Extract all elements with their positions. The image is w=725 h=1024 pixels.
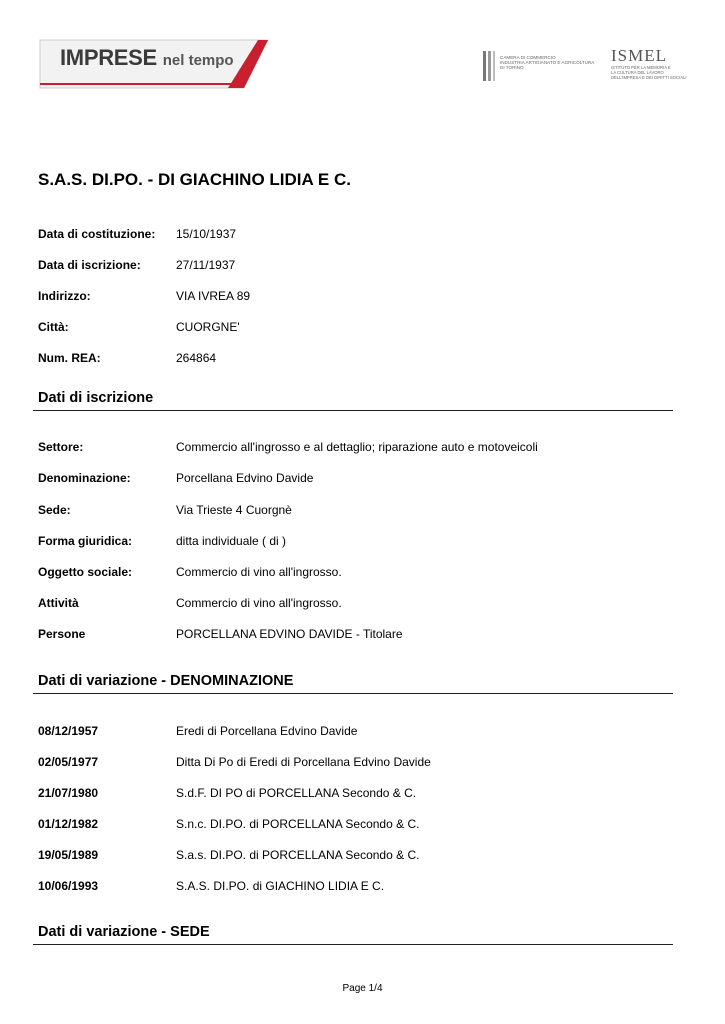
field-label: Forma giuridica: [38,534,133,548]
page-number: Page 1/4 [342,983,383,994]
ismel-logo [611,47,685,87]
field-label: Oggetto sociale: [38,565,133,579]
field-label: Denominazione: [38,471,131,485]
info-label: Città: [38,320,69,334]
variation-name: S.n.c. DI.PO. di PORCELLANA Secondo & C. [176,817,420,831]
chamber-line: DI TORINO [500,65,524,71]
variation-date: 01/12/1982 [38,817,99,831]
info-label: Data di iscrizione: [38,258,141,272]
variation-date: 21/07/1980 [38,786,99,800]
iscrizione-row [38,596,342,610]
variation-name: S.d.F. DI PO di PORCELLANA Secondo & C. [176,786,417,800]
camera-commercio-logo [482,49,602,85]
info-row [38,351,216,365]
info-row [38,227,236,241]
variation-name: Eredi di Porcellana Edvino Davide [176,724,358,738]
variation-date: 02/05/1977 [38,755,99,769]
info-label: Indirizzo: [38,289,91,303]
info-value: VIA IVREA 89 [176,289,251,303]
info-value: 264864 [176,351,217,365]
info-row [38,320,240,334]
info-label: Data di costituzione: [38,227,156,241]
field-value: Commercio all'ingrosso e al dettaglio; riparazione auto e motoveicoli [176,440,538,454]
field-value: Commercio di vino all'ingrosso. [176,565,342,579]
iscrizione-row [38,503,292,517]
ismel-line: ISTITUTO PER LA MEMORIA E [611,65,671,70]
info-row [38,258,235,272]
section-denominazione [33,673,673,694]
denominazione-row [38,879,384,893]
iscrizione-row [38,440,538,454]
info-label: Num. REA: [38,351,101,365]
ismel-subtitle [611,65,685,80]
field-value: Porcellana Edvino Davide [176,471,314,485]
chamber-line: CAMERA DI COMMERCIO [500,55,556,60]
chamber-text [500,55,594,71]
logo-sub-text: nel tempo [162,52,234,69]
field-label: Persone [38,627,86,641]
info-value: 27/11/1937 [176,258,236,272]
variation-date: 08/12/1957 [38,724,99,738]
imprese-nel-tempo-logo [38,38,270,90]
denominazione-row [38,817,419,831]
logo-main-text: IMPRESE [60,45,157,70]
ismel-line: DELL'IMPRESA E DEI DIRITTI SOCIALI [611,75,687,80]
logo-text [60,45,234,71]
field-label: Settore: [38,440,84,454]
chamber-line: INDUSTRIA ARTIGIANATO E AGRICOLTURA [500,60,595,66]
section-iscrizione [33,390,673,411]
variation-name: S.a.s. DI.PO. di PORCELLANA Secondo & C. [176,848,420,862]
field-label: Sede: [38,503,71,517]
variation-name: Ditta Di Po di Eredi di Porcellana Edvino Davide [176,755,431,769]
field-label: Attività [38,596,79,610]
iscrizione-row [38,534,286,548]
section-sede [33,924,673,945]
section-heading: Dati di iscrizione [38,390,154,406]
variation-date: 10/06/1993 [38,879,99,893]
denominazione-row [38,724,357,738]
variation-name: S.A.S. DI.PO. di GIACHINO LIDIA E C. [176,879,385,893]
field-value: ditta individuale ( di ) [176,534,287,548]
section-heading: Dati di variazione - SEDE [38,924,210,940]
denominazione-row [38,848,419,862]
denominazione-row [38,755,431,769]
iscrizione-row [38,471,313,485]
field-value: PORCELLANA EDVINO DAVIDE - Titolare [176,627,403,641]
company-title: S.A.S. DI.PO. - DI GIACHINO LIDIA E C. [38,170,351,189]
field-value: Via Trieste 4 Cuorgnè [176,503,292,517]
variation-date: 19/05/1989 [38,848,99,862]
chamber-emblem-icon [482,49,496,83]
info-value: 15/10/1937 [176,227,237,241]
iscrizione-row [38,565,342,579]
ismel-name: ISMEL [611,46,667,65]
section-heading: Dati di variazione - DENOMINAZIONE [38,673,294,689]
denominazione-row [38,786,416,800]
ismel-line: LA CULTURA DEL LAVORO [611,70,664,75]
field-value: Commercio di vino all'ingrosso. [176,596,342,610]
info-value: CUORGNE' [176,320,240,334]
iscrizione-row [38,627,403,641]
info-row [38,289,250,303]
